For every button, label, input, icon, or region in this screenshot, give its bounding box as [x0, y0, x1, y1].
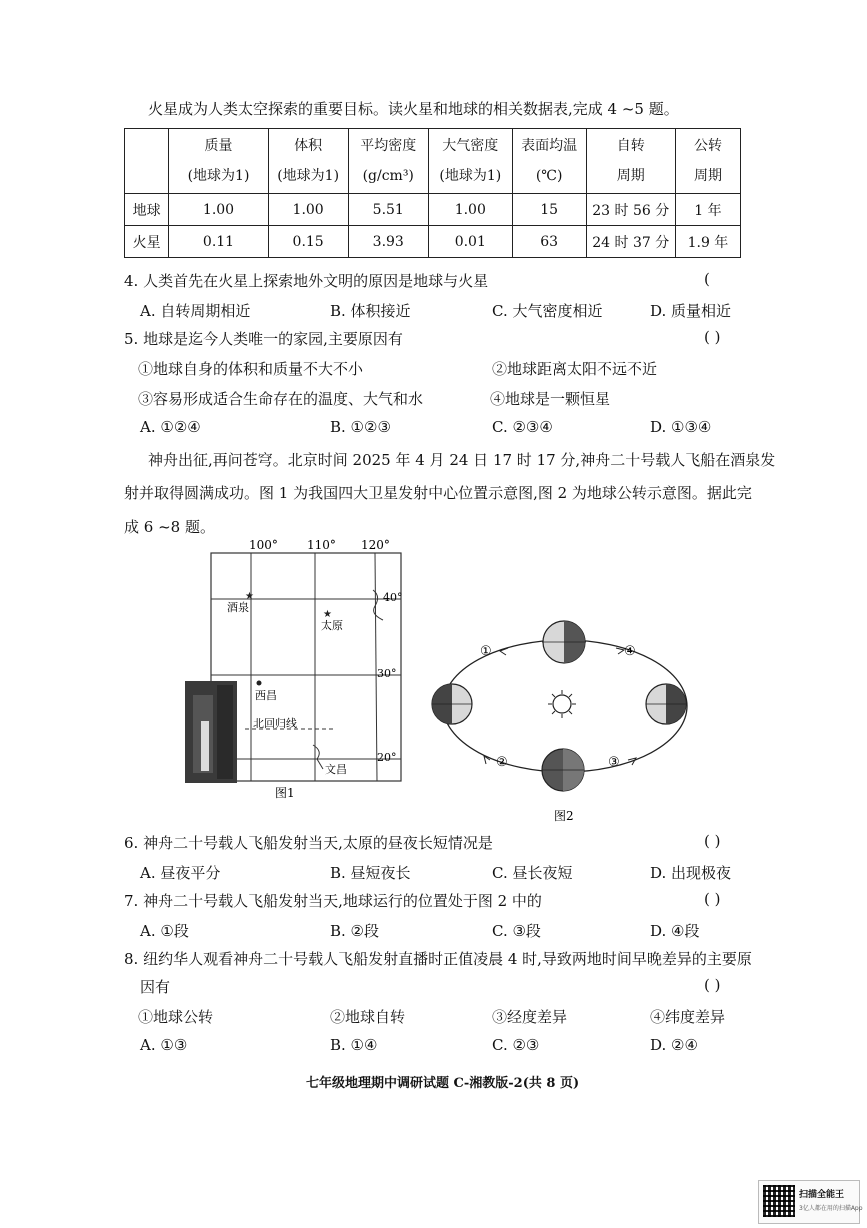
table-cell: 3.93 — [348, 226, 428, 258]
table-header-cell: 平均密度 (g/cm³) — [348, 129, 428, 194]
lon-label: 110° — [307, 538, 336, 552]
table-cell: 63 — [512, 226, 586, 258]
q5-option-a: A. ①②④ — [140, 418, 201, 436]
lat-label: 30° — [377, 667, 397, 680]
lon-label: 100° — [249, 538, 278, 552]
table-cell: 0.01 — [428, 226, 512, 258]
q4-option-c: C. 大气密度相近 — [492, 302, 603, 320]
place-xichang: 西昌 — [255, 689, 277, 702]
mars-earth-table — [124, 128, 741, 258]
table-cell: 地球 — [125, 194, 169, 226]
qr-code-icon — [763, 1185, 795, 1217]
q6-stem: 6. 神舟二十号载人飞船发射当天,太原的昼夜长短情况是 — [124, 834, 493, 852]
q8-option-b: B. ①④ — [330, 1036, 378, 1054]
q7-option-a: A. ①段 — [140, 922, 189, 940]
q8-option-a: A. ①③ — [140, 1036, 188, 1054]
table-cell: 15 — [512, 194, 586, 226]
intro-shenzhou-line2: 射并取得圆满成功。图 1 为我国四大卫星发射中心位置示意图,图 2 为地球公转示意图。据此完 — [124, 484, 752, 502]
q5-stem: 5. 地球是迄今人类唯一的家园,主要原因有 — [124, 330, 403, 348]
table-cell: 0.11 — [169, 226, 268, 258]
intro-mars-earth: 火星成为人类太空探索的重要目标。读火星和地球的相关数据表,完成 4 ~5 题。 — [148, 100, 679, 118]
table-header-cell: 自转 周期 — [586, 129, 675, 194]
scanner-watermark — [758, 1180, 863, 1224]
table-cell: 5.51 — [348, 194, 428, 226]
q5-option-c: C. ②③④ — [492, 418, 553, 436]
page-footer: 七年级地理期中调研试题 C-湘教版-2(共 8 页) — [306, 1076, 580, 1091]
table-header-row — [125, 129, 741, 194]
place-taiyuan: 太原 — [321, 619, 343, 632]
q7-answer-paren: ( ) — [704, 890, 721, 908]
segment-label: ① — [480, 644, 492, 659]
q6-option-a: A. 昼夜平分 — [140, 864, 221, 882]
lat-label: 40° — [383, 591, 403, 604]
table-cell: 24 时 37 分 — [586, 226, 675, 258]
q8-stem-line1: 8. 纽约华人观看神舟二十号载人飞船发射直播时正值凌晨 4 时,导致两地时间早晚差异的主要原 — [124, 950, 752, 968]
q5-item-3: ③容易形成适合生命存在的温度、大气和水 — [138, 390, 424, 408]
table-header-cell: 表面均温 (℃) — [512, 129, 586, 194]
q7-stem: 7. 神舟二十号载人飞船发射当天,地球运行的位置处于图 2 中的 — [124, 892, 542, 910]
place-wenchang: 文昌 — [325, 763, 347, 776]
table-cell: 0.15 — [268, 226, 348, 258]
earth-top — [542, 621, 586, 663]
intro-shenzhou-line3: 成 6 ~8 题。 — [124, 518, 215, 536]
q4-answer-paren: ( — [704, 270, 710, 288]
q8-item-1: ①地球公转 — [138, 1008, 214, 1026]
q5-answer-paren: ( ) — [704, 328, 721, 346]
table-row — [125, 194, 741, 226]
q4-stem: 4. 人类首先在火星上探索地外文明的原因是地球与火星 — [124, 272, 489, 290]
table-cell: 火星 — [125, 226, 169, 258]
dot-icon — [257, 681, 262, 686]
table-cell: 1 年 — [675, 194, 740, 226]
q7-option-b: B. ②段 — [330, 922, 380, 940]
table-cell: 1.00 — [169, 194, 268, 226]
arrow-icon — [616, 648, 624, 654]
table-cell: 1.00 — [268, 194, 348, 226]
q6-option-c: C. 昼长夜短 — [492, 864, 573, 882]
sun-icon — [553, 695, 571, 713]
table-cell: 1.9 年 — [675, 226, 740, 258]
fig1-caption: 图1 — [275, 786, 295, 800]
table-header-cell: 质量 (地球为1) — [169, 129, 268, 194]
q8-item-3: ③经度差异 — [492, 1008, 568, 1026]
table-header-cell: 体积 (地球为1) — [268, 129, 348, 194]
place-jiuquan: 酒泉 — [227, 601, 249, 614]
segment-label: ④ — [624, 644, 636, 659]
earth-orbit-diagram — [430, 620, 705, 825]
q8-item-2: ②地球自转 — [330, 1008, 406, 1026]
table-header-cell: 公转 周期 — [675, 129, 740, 194]
q8-option-c: C. ②③ — [492, 1036, 540, 1054]
q8-option-d: D. ②④ — [650, 1036, 698, 1054]
segment-label: ③ — [608, 755, 620, 770]
q7-option-c: C. ③段 — [492, 922, 541, 940]
table-cell: 23 时 56 分 — [586, 194, 675, 226]
lat-label: 20° — [377, 751, 397, 764]
table-header-cell: 大气密度 (地球为1) — [428, 129, 512, 194]
q8-item-4: ④纬度差异 — [650, 1008, 726, 1026]
launch-center-map — [185, 535, 410, 800]
q8-stem-line2: 因有 — [140, 978, 171, 996]
q5-item-2: ②地球距离太阳不远不近 — [492, 360, 658, 378]
q6-option-d: D. 出现极夜 — [650, 864, 732, 882]
segment-label: ② — [496, 755, 508, 770]
q5-item-4: ④地球是一颗恒星 — [490, 390, 611, 408]
q4-option-d: D. 质量相近 — [650, 302, 732, 320]
table-header-cell — [125, 129, 169, 194]
intro-shenzhou-line1: 神舟出征,再问苍穹。北京时间 2025 年 4 月 24 日 17 时 17 分,神舟二十号载人飞船在酒泉发 — [148, 451, 776, 469]
q4-option-b: B. 体积接近 — [330, 302, 411, 320]
q6-answer-paren: ( ) — [704, 832, 721, 850]
q7-option-d: D. ④段 — [650, 922, 700, 940]
table-cell: 1.00 — [428, 194, 512, 226]
q5-item-1: ①地球自身的体积和质量不大不小 — [138, 360, 364, 378]
star-icon: ★ — [245, 591, 254, 602]
q6-option-b: B. 昼短夜长 — [330, 864, 411, 882]
earth-left — [432, 684, 472, 724]
q4-option-a: A. 自转周期相近 — [140, 302, 251, 320]
q5-option-d: D. ①③④ — [650, 418, 712, 436]
scanner-subtitle: 3亿人都在用的扫描App — [799, 1205, 863, 1212]
earth-bottom — [542, 749, 584, 791]
lon-label: 120° — [361, 538, 390, 552]
scanner-title: 扫描全能王 — [799, 1190, 845, 1200]
star-icon: ★ — [323, 609, 332, 620]
tropic-label: 北回归线 — [253, 717, 297, 730]
earth-right — [646, 684, 686, 724]
q8-answer-paren: ( ) — [704, 976, 721, 994]
q5-option-b: B. ①②③ — [330, 418, 391, 436]
fig2-caption: 图2 — [554, 809, 574, 823]
table-row — [125, 226, 741, 258]
